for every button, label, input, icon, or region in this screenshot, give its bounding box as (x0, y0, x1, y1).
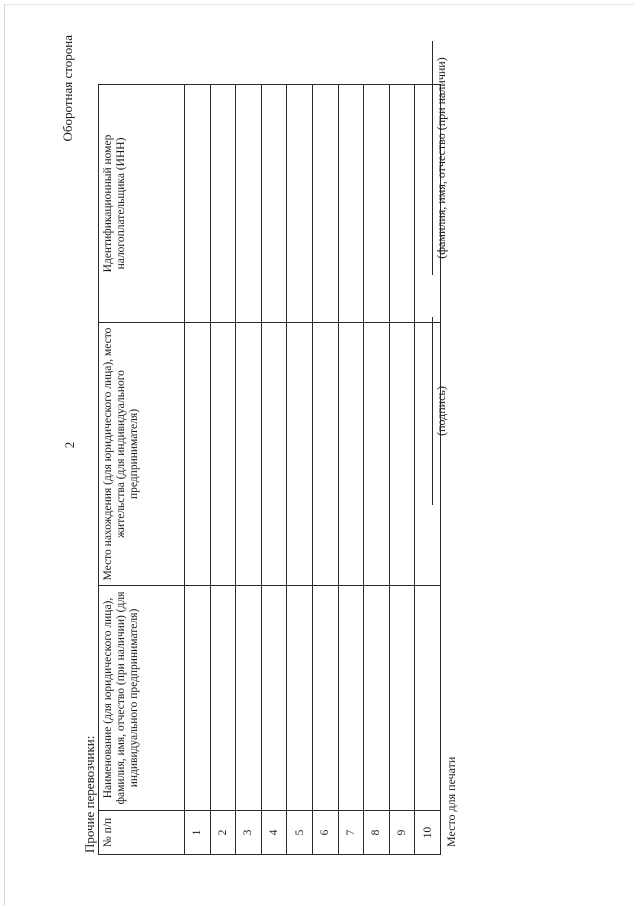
col-header-number: № п/п (99, 811, 185, 855)
name-cell[interactable] (312, 586, 338, 811)
address-cell[interactable] (338, 323, 364, 586)
row-number: 7 (338, 811, 364, 855)
other-carriers-table (98, 84, 441, 855)
stamp-place-label: Место для печати (444, 756, 458, 847)
address-cell[interactable] (364, 323, 390, 586)
name-cell[interactable] (210, 586, 236, 811)
col-header-name: Наименование (для юридического лица), фамилия, имя, отчество (при наличии) (для индивидуального предпринимателя) (99, 586, 185, 811)
table-row (210, 85, 236, 855)
inn-cell[interactable] (287, 85, 313, 323)
inn-cell[interactable] (312, 85, 338, 323)
table-row (287, 85, 313, 855)
address-cell[interactable] (185, 323, 211, 586)
address-cell[interactable] (389, 323, 415, 586)
address-cell[interactable] (312, 323, 338, 586)
full-name-caption: (фамилия, имя, отчество (при наличии) (434, 57, 448, 259)
table-row (312, 85, 338, 855)
name-cell[interactable] (287, 586, 313, 811)
page-number: 2 (62, 441, 77, 449)
col-header-address: Место нахождения (для юридического лица), место жительства (для индивидуального предпринимателя) (99, 323, 185, 586)
table-row (389, 85, 415, 855)
row-number: 4 (261, 811, 287, 855)
inn-cell[interactable] (389, 85, 415, 323)
inn-cell[interactable] (364, 85, 390, 323)
name-cell[interactable] (185, 586, 211, 811)
row-number: 3 (236, 811, 262, 855)
inn-cell[interactable] (261, 85, 287, 323)
table-row (185, 85, 211, 855)
address-cell[interactable] (236, 323, 262, 586)
signature-line[interactable] (432, 317, 433, 505)
table-row (261, 85, 287, 855)
name-cell[interactable] (261, 586, 287, 811)
inn-cell[interactable] (185, 85, 211, 323)
name-cell[interactable] (236, 586, 262, 811)
row-number: 10 (415, 811, 441, 855)
row-number: 6 (312, 811, 338, 855)
inn-cell[interactable] (236, 85, 262, 323)
table-row (364, 85, 390, 855)
table-row (338, 85, 364, 855)
name-cell[interactable] (338, 586, 364, 811)
col-header-inn: Идентификационный номер налогоплательщика (ИНН) (99, 85, 185, 323)
inn-cell[interactable] (338, 85, 364, 323)
table-row (236, 85, 262, 855)
document-page (60, 35, 620, 855)
address-cell[interactable] (261, 323, 287, 586)
signature-caption: (подпись) (434, 386, 448, 436)
address-cell[interactable] (287, 323, 313, 586)
row-number: 1 (185, 811, 211, 855)
address-cell[interactable] (210, 323, 236, 586)
row-number: 5 (287, 811, 313, 855)
other-carriers-caption: Прочие перевозчики: (82, 735, 97, 853)
name-cell[interactable] (389, 586, 415, 811)
reverse-side-label: Оборотная сторона (60, 35, 75, 142)
full-name-line[interactable] (432, 41, 433, 275)
inn-cell[interactable] (210, 85, 236, 323)
row-number: 2 (210, 811, 236, 855)
name-cell[interactable] (364, 586, 390, 811)
row-number: 8 (364, 811, 390, 855)
row-number: 9 (389, 811, 415, 855)
name-cell[interactable] (415, 586, 441, 811)
table-header-row (99, 85, 185, 855)
